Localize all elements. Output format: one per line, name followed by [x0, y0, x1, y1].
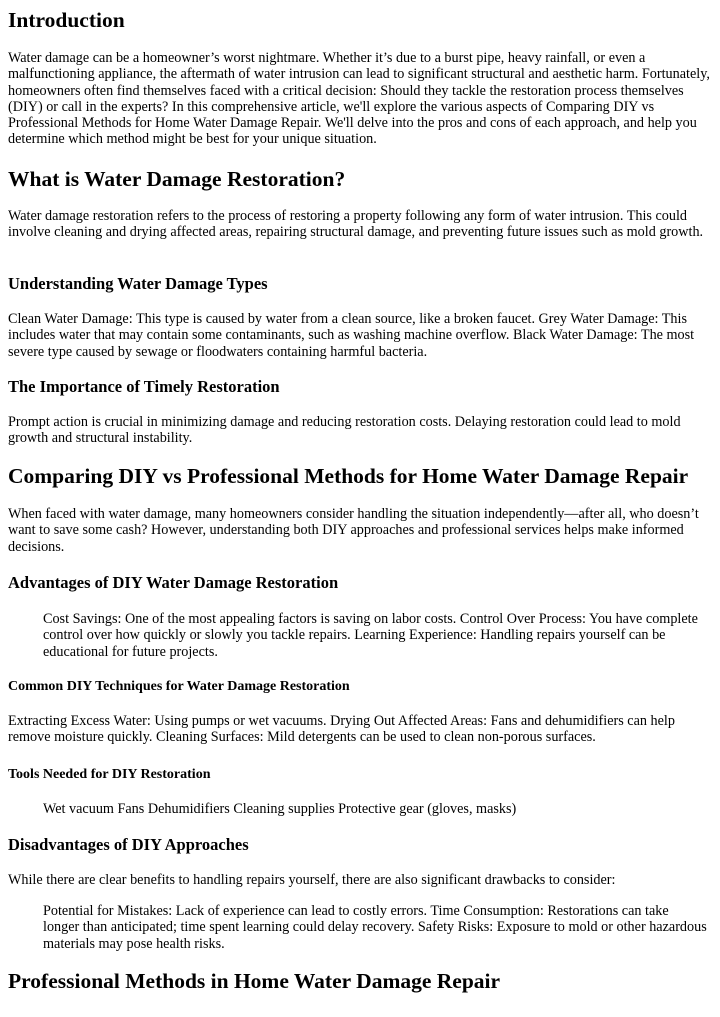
quote-diy-disadvantages: Potential for Mistakes: Lack of experience can lead to costly errors. Time Consumption: Restorations can take longer than anticipated; time spent learning could delay recovery. Safety Risks: Exposure to mold or other hazardous materials may pose health risks. — [43, 903, 707, 952]
heading-what-is-restoration: What is Water Damage Restoration? — [8, 167, 346, 191]
heading-diy-disadvantages: Disadvantages of DIY Approaches — [8, 835, 249, 854]
heading-introduction: Introduction — [8, 8, 125, 32]
heading-diy-techniques: Common DIY Techniques for Water Damage Restoration — [8, 679, 350, 694]
heading-damage-types: Understanding Water Damage Types — [8, 274, 268, 293]
paragraph-diy-techniques: Extracting Excess Water: Using pumps or wet vacuums. Drying Out Affected Areas: Fans and dehumidifiers can help remove moisture quickly. Cleaning Surfaces: Mild detergents can be used to clean non-porous surfaces. — [8, 713, 675, 746]
heading-diy-advantages: Advantages of DIY Water Damage Restoration — [8, 573, 339, 592]
paragraph-diy-disadvantages: While there are clear benefits to handling repairs yourself, there are also significant drawbacks to consider: — [8, 872, 616, 888]
heading-comparing-methods: Comparing DIY vs Professional Methods for Home Water Damage Repair — [8, 464, 689, 488]
heading-diy-tools: Tools Needed for DIY Restoration — [8, 767, 211, 782]
paragraph-comparing-methods: When faced with water damage, many homeowners consider handling the situation independently—after all, who doesn’t want to save some cash? However, understanding both DIY approaches and professional services helps make informed decisions. — [8, 506, 699, 555]
quote-diy-tools: Wet vacuum Fans Dehumidifiers Cleaning supplies Protective gear (gloves, masks) — [43, 801, 517, 817]
paragraph-what-is-restoration: Water damage restoration refers to the process of restoring a property following any form of water intrusion. This could involve cleaning and drying affected areas, repairing structural damage, and preventing future issues such as mold growth. — [8, 208, 704, 241]
paragraph-timely-restoration: Prompt action is crucial in minimizing damage and reducing restoration costs. Delaying restoration could lead to mold growth and structural instability. — [8, 414, 681, 447]
paragraph-introduction: Water damage can be a homeowner’s worst nightmare. Whether it’s due to a burst pipe, heavy rainfall, or even a malfunctioning appliance, the aftermath of water intrusion can lead to significant structural and aesthetic harm. Fortunately, homeowners often find themselves faced with a critical decision: Should they tackle the restoration process themselves (DIY) or call in the experts? In this comprehensive article, we'll explore the various aspects of Comparing DIY vs Professional Methods for Home Water Damage Repair. We'll delve into the pros and cons of each approach, and help you determine which method might be best for your unique situation. — [8, 50, 710, 148]
quote-diy-advantages: Cost Savings: One of the most appealing factors is saving on labor costs. Control Over Process: You have complete control over how quickly or slowly you tackle repairs. Learning Experience: Handling repairs yourself can be educational for future projects. — [43, 611, 698, 660]
paragraph-damage-types: Clean Water Damage: This type is caused by water from a clean source, like a broken faucet. Grey Water Damage: This includes water that may contain some contaminants, such as washing machine overflow. Black Water Damage: The most severe type caused by sewage or floodwaters containing harmful bacteria. — [8, 311, 695, 360]
heading-professional-methods: Professional Methods in Home Water Damage Repair — [8, 969, 501, 993]
heading-timely-restoration: The Importance of Timely Restoration — [8, 377, 280, 396]
